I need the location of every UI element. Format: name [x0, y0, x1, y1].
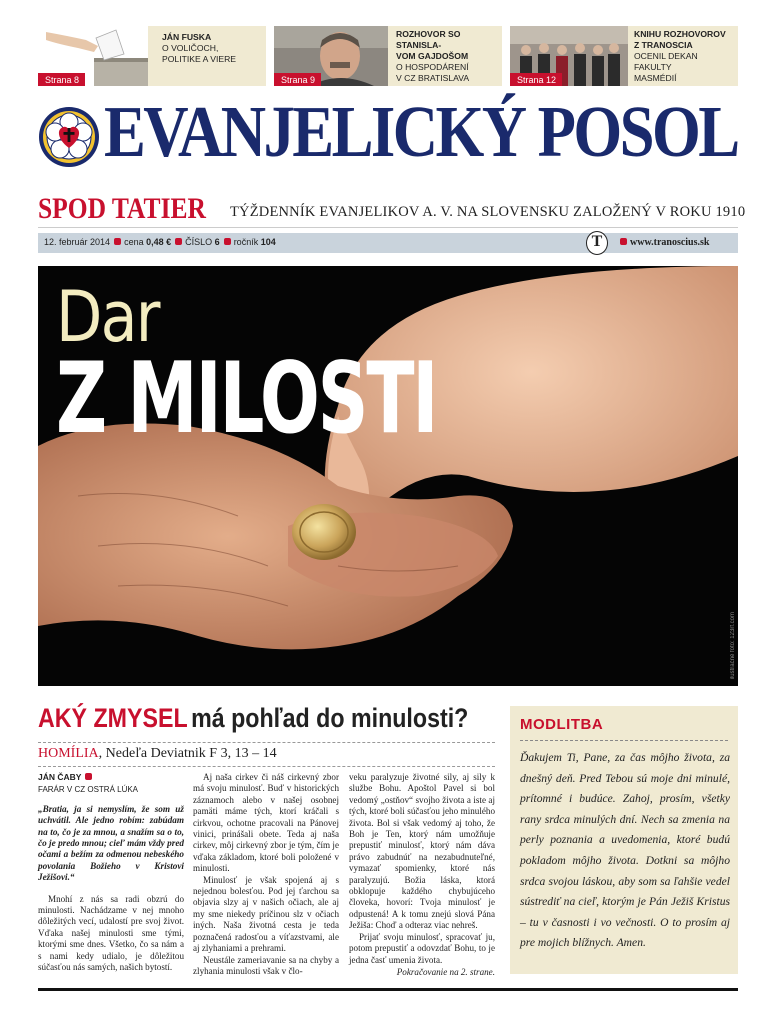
bottom-rule	[38, 988, 738, 991]
luther-rose-icon	[38, 106, 100, 168]
paragraph: Aj naša cirkev či náš cirkevný zbor má svoju minulosť. Buď v historických záznamoch alebo v našej osobnej pamäti máme tých, ktorí kráčali s cirkvou, ochotne pracovali na Pánovej vinici, prinášali obete. Teda aj naša cirkev, môj cirkevný zbor je tým, čím je vďaka základom, ktoré boli položené v minulosti.	[193, 772, 339, 874]
continued-link[interactable]: Pokračovanie na 2. strane.	[396, 966, 495, 977]
divider	[38, 766, 495, 767]
hero-headline-line2: Z MILOSTI	[56, 342, 437, 456]
bullet-icon	[224, 238, 231, 245]
divider	[520, 740, 728, 741]
paragraph: Prijať svoju minulosť, spracovať ju, potom prepustiť a odovzdať Bohu, to je jedna časť umenia života.	[349, 931, 495, 965]
photo-credit: ilustračné foto: 123rf.com	[730, 612, 736, 680]
issue-number: 6	[214, 237, 220, 247]
bullet-icon	[114, 238, 121, 245]
prayer-box	[510, 706, 738, 974]
newspaper-title: EVANJELICKÝ POSOL	[104, 91, 738, 172]
teaser-page-label: Strana 8	[38, 73, 85, 86]
article-column-1	[38, 772, 184, 974]
masthead-subtitle-row	[38, 192, 746, 228]
teaser-tranoscius[interactable]	[510, 26, 738, 86]
author-role: FARÁR V CZ OSTRÁ LÚKA	[38, 785, 139, 795]
teaser-text: ROZHOVOR SO STANISLA- VOM GAJDOŠOM O HOSPODÁRENÍ V CZ BRATISLAVA	[396, 29, 470, 83]
article-column-3	[349, 772, 495, 978]
website-link[interactable]: www.tranoscius.sk	[616, 237, 709, 248]
issue-details: 12. február 2014 cena 0,48 € ČÍSLO 6 ročník 104	[44, 237, 276, 247]
divider	[38, 742, 495, 743]
author-link-icon[interactable]	[85, 773, 92, 780]
article-headline: AKÝ ZMYSEL má pohľad do minulosti?	[38, 703, 469, 733]
issue-date: 12. február 2014	[44, 237, 111, 247]
issue-price: 0,48 €	[146, 237, 172, 247]
bullet-icon	[620, 238, 627, 245]
teaser-fuska[interactable]	[38, 26, 266, 86]
author-name: JÁN ČABY	[38, 772, 184, 783]
hero-image	[38, 266, 738, 686]
teaser-text: KNIHU ROZHOVOROV Z TRANOSCIA OCENIL DEKAN FAKULTY MASMÉDIÍ	[634, 29, 726, 83]
prayer-text: Ďakujem Ti, Pane, za čas môjho života, za dnešný deň. Pred Tebou sú moje dni minulé, prítomné i budúce. Zahoj, prosím, všetky rany srdca minulých dní. Nech sa zmenia na perly poznania a uvedomenia, ktoré budú pokladom môjho života. Dotkni sa môjho srdca svojou láskou, aby som sa ľahšie vedel sústrediť na cieľ, ktorým je Pán Ježiš Kristus – tu v časnosti i vo večnosti. O to prosím aj pre mojich blížnych. Amen.	[520, 751, 730, 950]
tagline: TÝŽDENNÍK EVANJELIKOV A. V. NA SLOVENSKU ZALOŽENÝ V ROKU 1910	[230, 204, 746, 220]
paragraph: Neustále zameriavanie sa na chyby a zlyhania minulosti však v člo-	[193, 954, 339, 976]
hero-headline-line1: Dar	[56, 276, 159, 358]
bullet-icon	[175, 238, 182, 245]
masthead	[38, 91, 738, 182]
article-column-2	[193, 772, 339, 977]
teaser-text: JÁN FUSKA O VOLIČOCH, POLITIKE A VIERE	[162, 32, 237, 64]
teaser-page-label: Strana 9	[274, 73, 321, 86]
paragraph: Minulosť je však spojená aj s nejednou bolesťou. Pod jej ťarchou sa objavia slzy aj v našich očiach, ale aj my sme niekedy príčinou slz v očiach iných. Naša životná cesta je teda poznačená radosťou a víťazstvami, ale aj zlyhaniami a prehrami.	[193, 874, 339, 954]
issue-info-bar	[38, 233, 738, 253]
teaser-page-label: Strana 12	[510, 73, 562, 86]
teaser-gajdos[interactable]	[274, 26, 502, 86]
issue-volume: 104	[260, 237, 276, 247]
bible-quote: „Bratia, ja si nemyslím, že som už uchvátil. Ale jedno robím: zabúdam na to, čo je za mnou, a snažím sa o to, čo je predo mnou; cieľ mám vždy pred očami a bežím za odmenou nebeského povolania Božieho v Kristovi Ježišovi.“	[38, 803, 184, 883]
subtitle: SPOD TATIER	[38, 192, 206, 225]
prayer-heading: MODLITBA	[520, 716, 604, 733]
paragraph: Mnohí z nás sa radi obzrú do minulosti. Nachádzame v nej mnoho dôležitých vecí, udalostí pre svoj život. Vďaka našej minulosti sme tými, ktorými sme dnes. Všetko, čo sa nám a s nami kedy udialo, je dôležitou súčasťou nás samých, našich bytostí.	[38, 893, 184, 973]
teaser-strip	[38, 26, 738, 86]
paragraph: veku paralyzuje životné sily, aj sily k službe Bohu. Apoštol Pavel si bol vedomý „ostňov“ svojho života a iste aj tých, ktoré boli súčasťou jeho minulého života. Bol si však vedomý aj toho, že Boh je Ten, ktorý nám umožňuje prepustiť minulosť, ktorý nám dáva právo zabudnúť na nezabudnuteľné, vymazať spomienky, ktoré nás paralyzujú. Božia láska, ktorá obklopuje každého chybujúceho človeka, hovorí: Tvoja minulosť je odpustená! A k tomu znejú slová Pána Ježiša: Choď a odteraz viac nehreš.	[349, 772, 495, 931]
article-kicker: HOMÍLIA, Nedeľa Deviatnik F 3, 13 – 14	[38, 746, 277, 761]
tranoscius-logo-icon: T	[586, 231, 608, 255]
